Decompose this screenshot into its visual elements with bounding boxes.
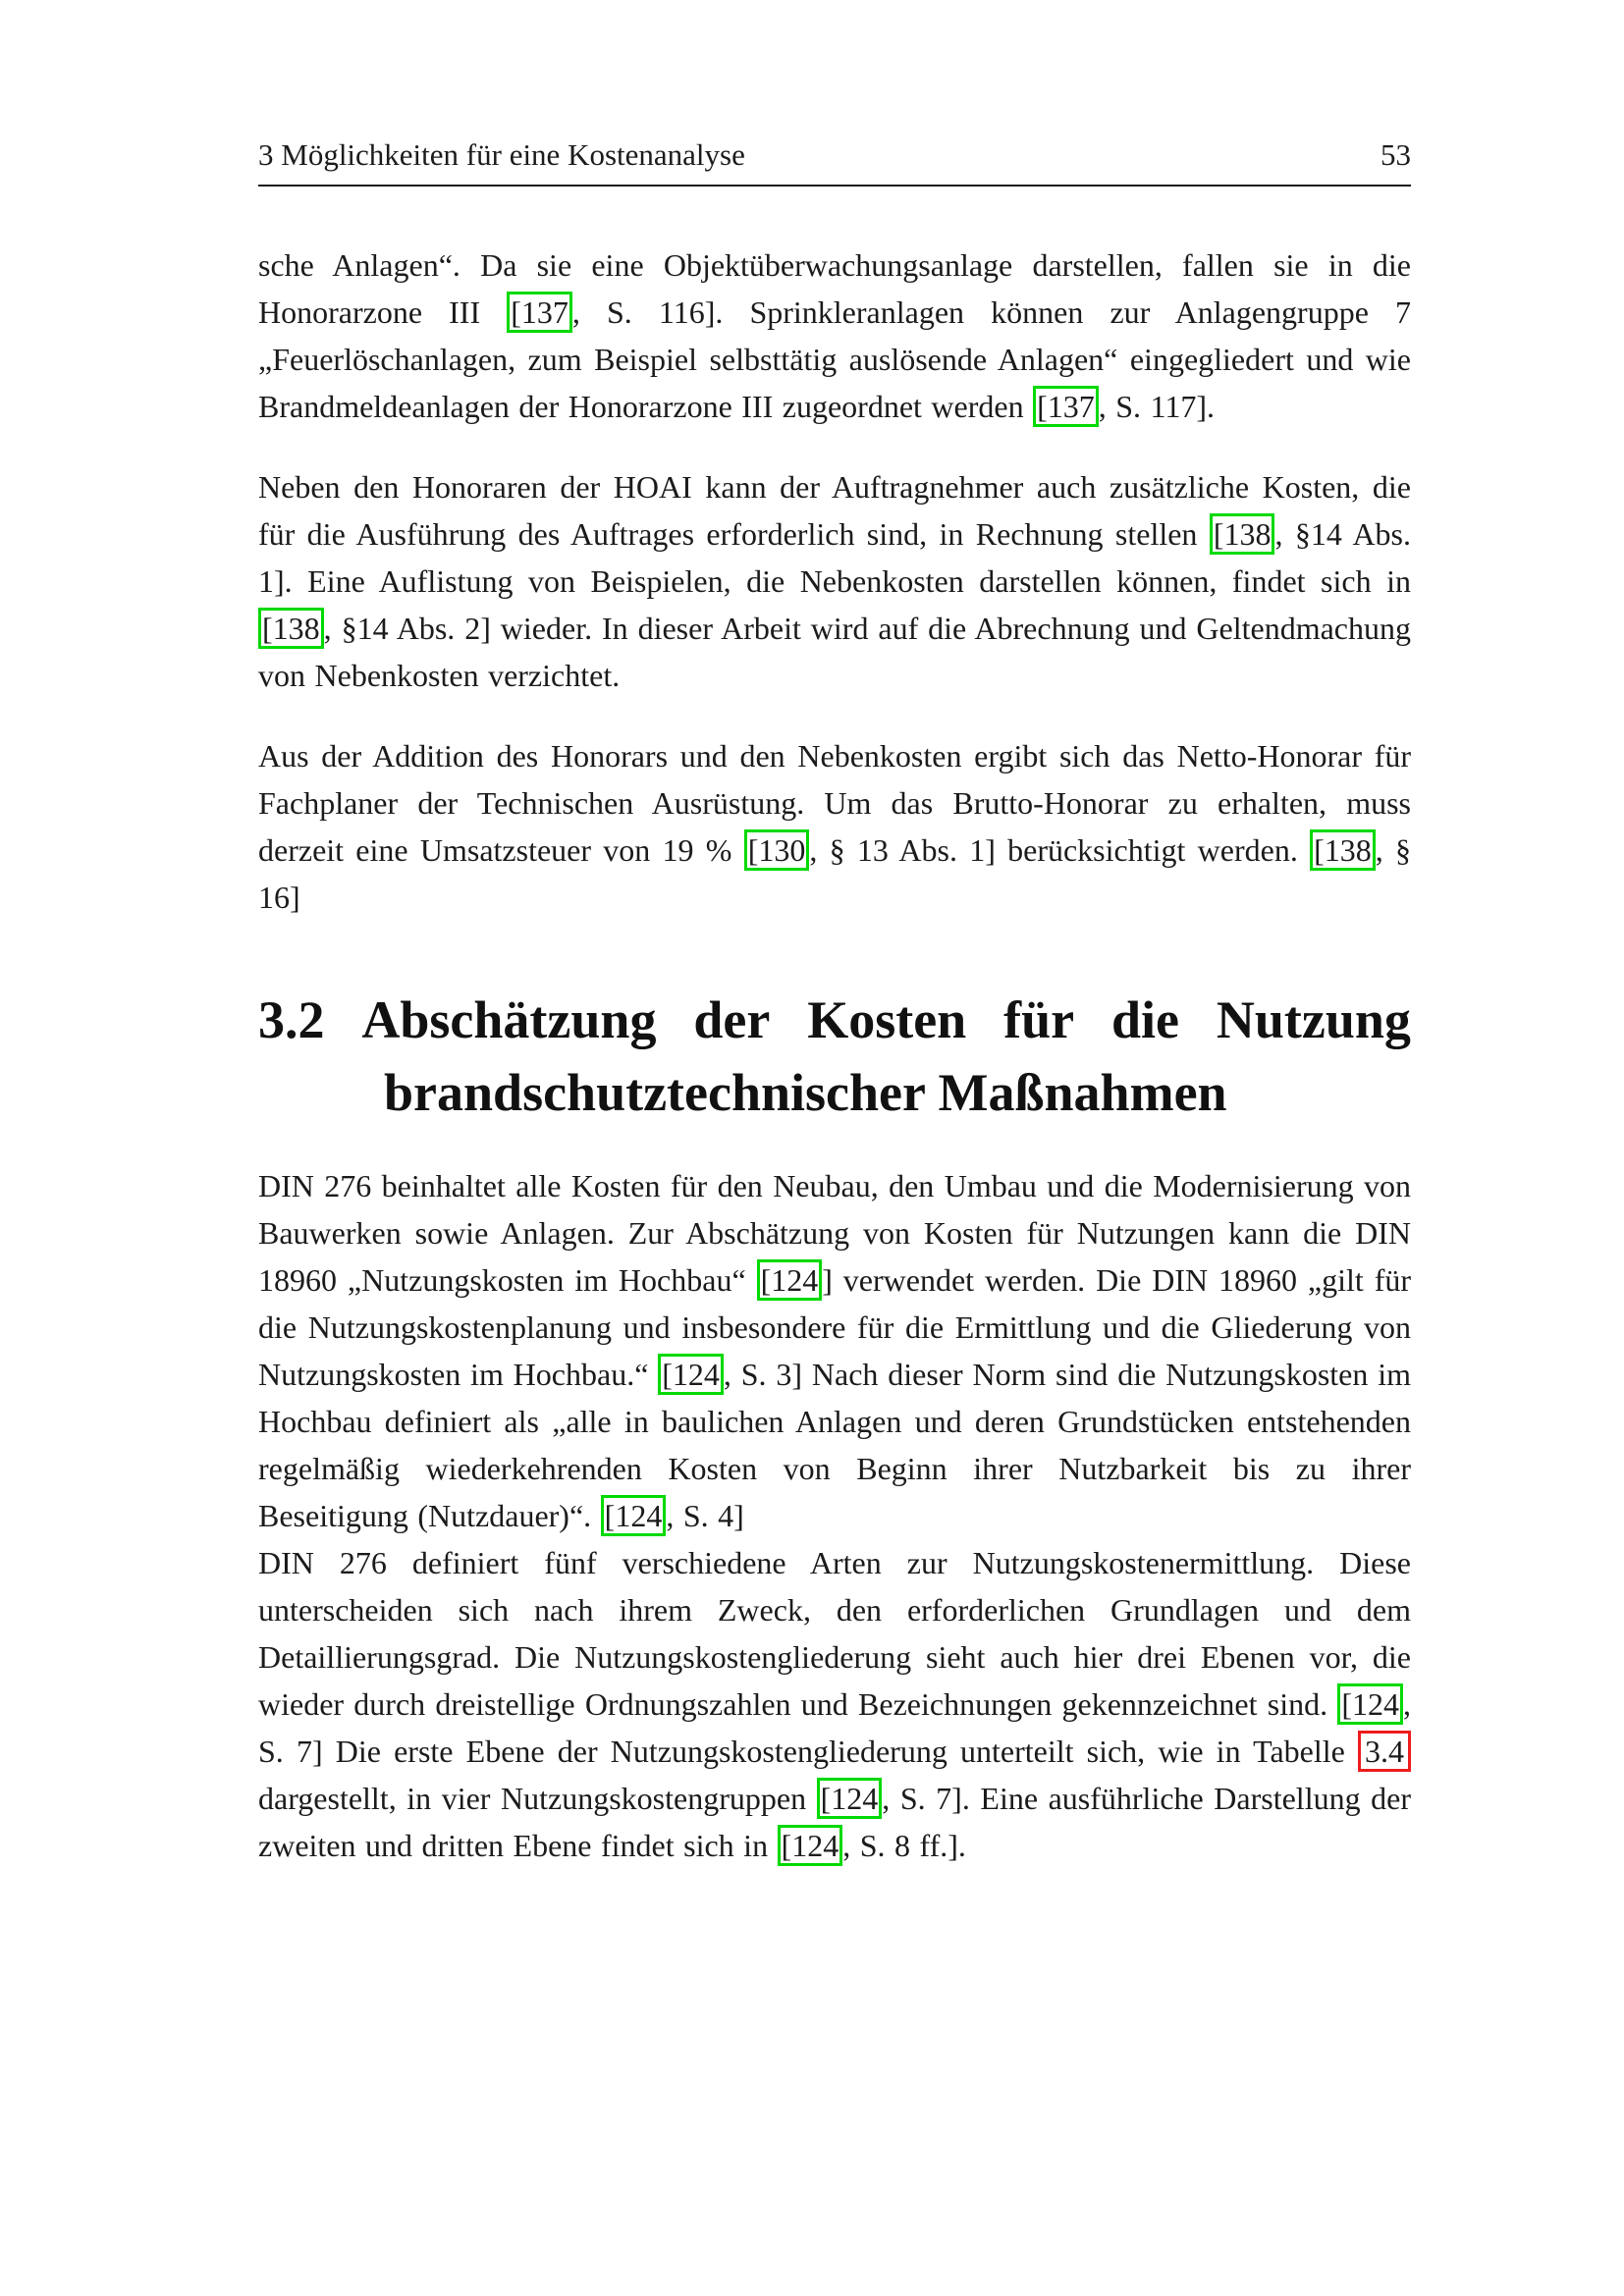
section-title-word: für [1003,990,1075,1049]
paragraph: Neben den Honoraren der HOAI kann der Auftragnehmer auch zusätzliche Kosten, die für die Ausführung des Auftrages erforderlich sind, in Rechnung stellen [138 , §14 Abs. 1]. Eine Auflistung von Beispielen, die Nebenkosten darstellen können, findet sich in [138 , §14 Abs. 2] wieder. In dieser Arbeit wird auf die Abrechnung und Geltendmachung von Nebenkosten verzichtet. [258,469,1412,693]
running-header-title: 3 Möglichkeiten für eine Kostenanalyse [258,137,745,172]
section-title-word: der [693,990,771,1049]
section-heading-line2: brandschutztechnischer Maßnahmen [384,1063,1227,1122]
citation-link[interactable]: [124 [778,1825,843,1866]
citation-link[interactable]: [138 [1310,829,1376,871]
paragraph: sche Anlagen“. Da sie eine Objektüberwachungsanlage darstellen, fallen sie in die Honorarzone III [137 , S. 116]. Sprinkleranlagen können zur Anlagengruppe 7 „Feuerlöschanlagen, zum Beispiel selbsttätig auslösende Anlagen“ eingegliedert und wie Brandmeldeanlagen der Honorarzone III zugeordnet werden [137 , S. 117]. [258,241,1411,430]
section-title-word: die [1110,990,1179,1049]
citation-link[interactable]: [138 [258,608,324,649]
section-heading-line1 [258,984,1411,1056]
paragraph: Aus der Addition des Honorars und den Nebenkosten ergibt sich das Netto-Honorar für Fachplaner der Technischen Ausrüstung. Um das Brutto-Honorar zu erhalten, muss derzeit eine Umsatzsteuer von 19 % [130 , § 13 Abs. 1] berücksichtigt werden. [138 , § 16] [258,738,1412,915]
citation-link[interactable]: [124 [601,1495,667,1536]
paragraphs-after-heading [258,1162,1411,1869]
paragraph: DIN 276 beinhaltet alle Kosten für den Neubau, den Umbau und die Modernisierung von Bauwerken sowie Anlagen. Zur Abschätzung von Kosten für Nutzungen kann die DIN 18960 „Nutzungskosten im Hochbau“ [124 ] verwendet werden. Die DIN 18960 „gilt für die Nutzungskostenplanung und insbesondere für die Ermittlung und die Gliederung von Nutzungskosten im Hochbau.“ [124 , S. 3] Nach dieser Norm sind die Nutzungskosten im Hochbau definiert als „alle in baulichen Anlagen und deren Grundstücken entstehenden regelmäßig wiederkehrenden Kosten von Beginn ihrer Nutzbarkeit bis zu ihrer Beseitigung (Nutzdauer)“. [124 , S. 4] [258,1162,1411,1539]
citation-link[interactable]: [137 [507,292,572,333]
citation-link[interactable]: [124 [1337,1683,1403,1725]
citation-link[interactable]: [124 [757,1259,823,1301]
paragraphs-before-heading [258,241,1411,921]
table-reference-link[interactable]: 3.4 [1358,1731,1411,1772]
section-heading [258,984,1411,1129]
running-header [258,137,1411,173]
page-number: 53 [1380,137,1411,172]
header-rule [258,185,1411,187]
section-title-word: Kosten [807,990,967,1049]
section-number: 3.2 [258,990,325,1049]
text-column [258,137,1411,1869]
section-title-word: Abschätzung [361,990,657,1049]
section-title-word: Nutzung [1216,990,1411,1049]
paragraph: DIN 276 definiert fünf verschiedene Arten zur Nutzungskostenermittlung. Diese unterscheiden sich nach ihrem Zweck, den erforderlichen Grundlagen und dem Detaillierungsgrad. Die Nutzungskostengliederung sieht auch hier drei Ebenen vor, die wieder durch dreistellige Ordnungszahlen und Bezeichnungen gekennzeichnet sind. [124 , S. 7] Die erste Ebene der Nutzungskostengliederung unterteilt sich, wie in Tabelle 3.4 dargestellt, in vier Nutzungskostengruppen [124 , S. 7]. Eine ausführliche Darstellung der zweiten und dritten Ebene findet sich in [124 , S. 8 ff.]. [258,1539,1411,1869]
citation-link[interactable]: [138 [1210,513,1275,555]
citation-link[interactable]: [124 [817,1778,883,1819]
citation-link[interactable]: [137 [1033,386,1099,427]
citation-link[interactable]: [124 [658,1354,724,1395]
citation-link[interactable]: [130 [744,829,810,871]
